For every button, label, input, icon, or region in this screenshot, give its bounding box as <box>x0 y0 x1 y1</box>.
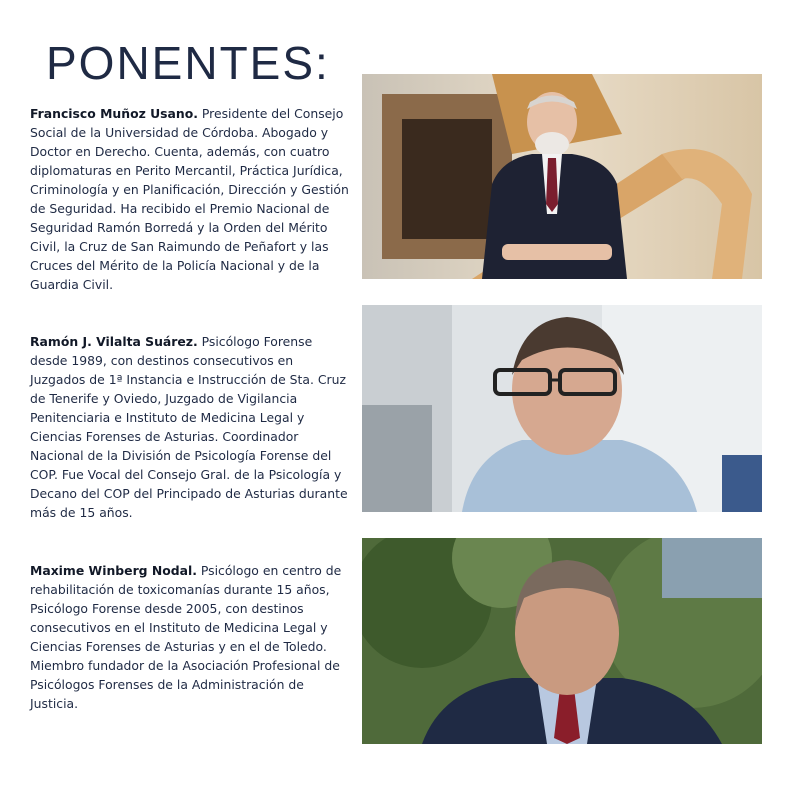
speaker-bio-2 <box>30 332 350 522</box>
page-title: PONENTES: <box>46 37 330 89</box>
speaker-photo-2 <box>362 305 762 512</box>
speaker-photo-3 <box>362 538 762 744</box>
speaker-text-3: Psicólogo en centro de rehabilitación de toxicomanías durante 15 años, Psicólogo Forense desde 2005, con destinos consecutivos en el Instituto de Medicina Legal y Ciencias Forenses de Asturias y en el de Toledo. Miembro fundador de la Asociación Profesional de Psicólogos Forenses de la Administración de Justicia. <box>30 563 342 711</box>
speaker-bio-1 <box>30 104 350 294</box>
speaker-text-1: Presidente del Consejo Social de la Universidad de Córdoba. Abogado y Doctor en Derecho. Cuenta, además, con cuatro diplomaturas en Perito Mercantil, Práctica Jurídica, Criminología y en Planificación, Dirección y Gestión de Seguridad. Ha recibido el Premio Nacional de Seguridad Ramón Borredá y la Orden del Mérito Civil, la Cruz de San Raimundo de Peñafort y las Cruces del Mérito de la Policía Nacional y de la Guardia Civil. <box>30 106 349 292</box>
speaker-text-2: Psicólogo Forense desde 1989, con destinos consecutivos en Juzgados de 1ª Instancia e Instrucción de Sta. Cruz de Tenerife y Oviedo, Juzgado de Vigilancia Penitenciaria e Instituto de Medicina Legal y Ciencias Forenses de Asturias. Coordinador Nacional de la División de Psicología Forense del COP. Fue Vocal del Consejo Gral. de la Psicología y Decano del COP del Principado de Asturias durante más de 15 años. <box>30 334 348 520</box>
speaker-bio-3 <box>30 561 350 713</box>
speaker-name-3: Maxime Winberg Nodal. <box>30 563 197 578</box>
speaker-name-2: Ramón J. Vilalta Suárez. <box>30 334 198 349</box>
speaker-photo-1 <box>362 74 762 279</box>
speaker-name-1: Francisco Muñoz Usano. <box>30 106 198 121</box>
